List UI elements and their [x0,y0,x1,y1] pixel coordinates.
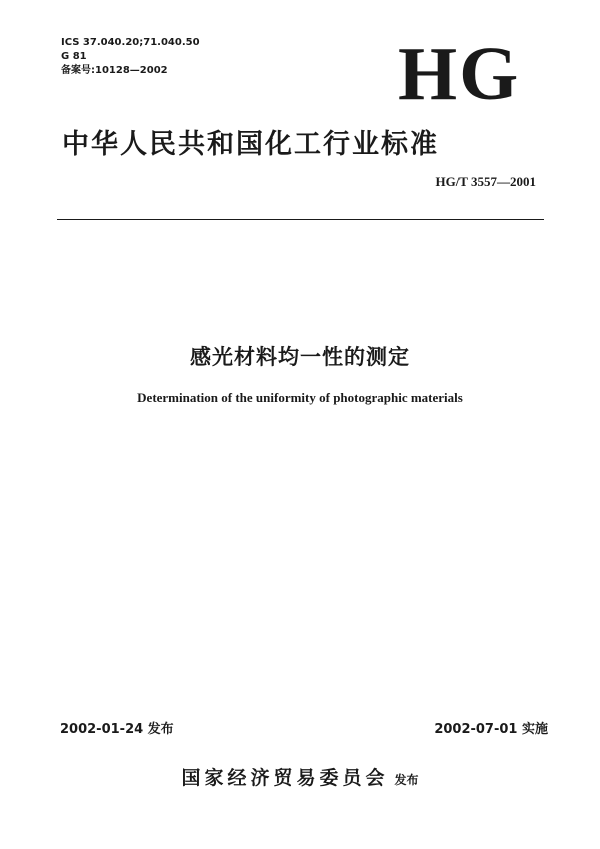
issue-date: 2002-01-24 发布 [60,722,174,737]
header-divider [57,219,544,220]
publisher-org: 国家经济贸易委员会 [181,767,389,789]
standard-title: 中华人民共和国化工行业标准 [62,129,439,160]
implementation-date: 2002-07-01 实施 [434,722,548,737]
standard-number: HG/T 3557—2001 [435,174,536,189]
publisher [0,763,600,790]
class-code: G 81 [61,51,87,62]
hg-logo: HG [398,32,521,116]
classification-block [61,36,200,78]
publisher-suffix: 发布 [394,773,419,787]
document-title-english: Determination of the uniformity of photographic materials [137,390,463,405]
ics-code: ICS 37.040.20;71.040.50 [61,37,200,48]
document-title-chinese: 感光材料均一性的测定 [190,345,410,369]
record-number: 备案号:10128—2002 [61,65,168,76]
